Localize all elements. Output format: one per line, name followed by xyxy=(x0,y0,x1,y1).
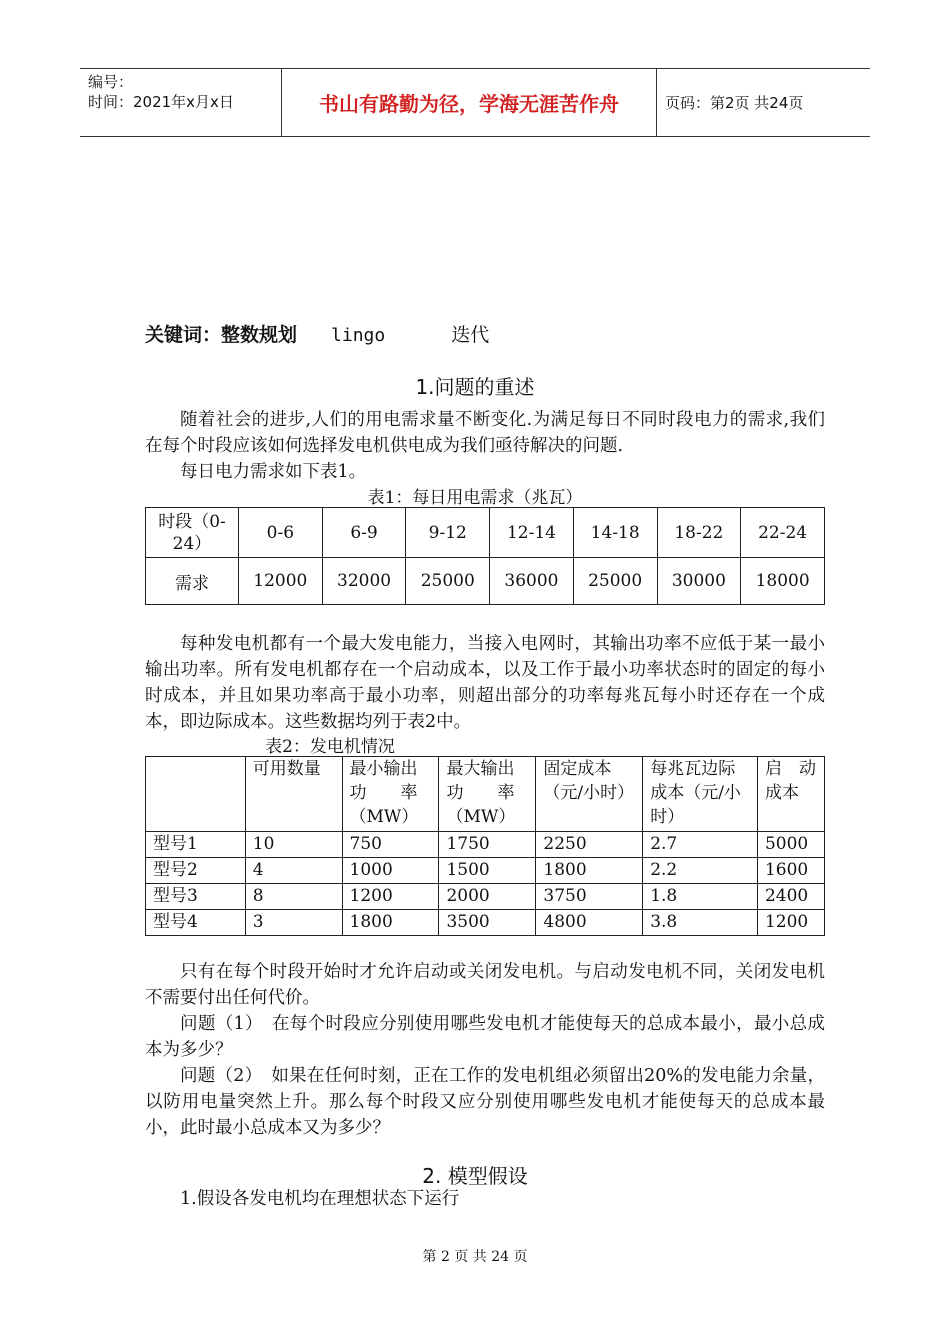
table2-cell: 4800 xyxy=(536,910,643,936)
table-row xyxy=(146,910,825,936)
table-row xyxy=(146,508,825,558)
table2-cell: 3750 xyxy=(536,884,643,910)
table2-cell: 1500 xyxy=(439,858,536,884)
table2-header-cell xyxy=(146,757,246,832)
section1-paragraph-4: 只有在每个时段开始时才允许启动或关闭发电机。与启动发电机不同，关闭发电机不需要付出任何代价。 xyxy=(145,962,825,1008)
table1-period: 0-6 xyxy=(239,508,323,558)
table2-cell: 1000 xyxy=(342,858,439,884)
table2-cell: 2250 xyxy=(536,832,643,858)
section2-title: 2. 模型假设 xyxy=(422,1164,528,1188)
header-page-info: 页码：第2页 共24页 xyxy=(665,94,804,112)
generator-table xyxy=(145,756,825,936)
table1-demand-value: 25000 xyxy=(406,558,490,605)
table2-cell: 1750 xyxy=(439,832,536,858)
table2-header-cell: 最小输出功 率（MW） xyxy=(342,757,439,832)
table2-cell: 750 xyxy=(342,832,439,858)
table2-cell: 1.8 xyxy=(643,884,758,910)
table2-cell: 2.2 xyxy=(643,858,758,884)
table1-period: 9-12 xyxy=(406,508,490,558)
table2-cell: 1200 xyxy=(342,884,439,910)
table1-demand-value: 32000 xyxy=(322,558,406,605)
table1-demand-value: 25000 xyxy=(573,558,657,605)
table2-cell: 2000 xyxy=(439,884,536,910)
table1-demand-value: 12000 xyxy=(239,558,323,605)
table2-cell: 1600 xyxy=(757,858,824,884)
table2-cell: 1200 xyxy=(757,910,824,936)
table1-period: 22-24 xyxy=(741,508,825,558)
section1-paragraph-3: 每种发电机都有一个最大发电能力，当接入电网时，其输出功率不应低于某一最小输出功率。所有发电机都存在一个启动成本，以及工作于最小功率状态时的固定的每小时成本，并且如果功率高于最小功率，则超出部分的功率每兆瓦每小时还存在一个成本，即边际成本。这些数据均列于表2中。 xyxy=(145,634,825,732)
header-divider-left xyxy=(281,68,282,136)
section1-paragraph-2: 每日电力需求如下表1。 xyxy=(180,462,367,482)
keywords-label: 关键词： xyxy=(145,324,222,346)
section1-paragraph-1: 随着社会的进步,人们的用电需求量不断变化.为满足每日不同时段电力的需求,我们在每个时段应该如何选择发电机供电成为我们亟待解决的问题. xyxy=(145,410,825,456)
header-meta xyxy=(88,72,234,112)
section1-title: 1.问题的重述 xyxy=(415,375,535,399)
header-time: 时间：2021年x月x日 xyxy=(88,93,234,111)
table-row xyxy=(146,832,825,858)
table2-caption: 表2：发电机情况 xyxy=(265,737,395,757)
header-top-rule xyxy=(80,68,870,69)
table2-cell: 8 xyxy=(245,884,342,910)
table2-cell: 型号1 xyxy=(146,832,246,858)
table2-cell: 1800 xyxy=(342,910,439,936)
header-bottom-rule xyxy=(80,136,870,137)
keyword-3: 迭代 xyxy=(451,324,490,346)
table2-cell: 3.8 xyxy=(643,910,758,936)
table2-header-cell: 每兆瓦边际成本（元/小时） xyxy=(643,757,758,832)
keyword-1: 整数规划 xyxy=(221,324,298,346)
keyword-2: lingo xyxy=(331,325,386,346)
table1-caption: 表1：每日用电需求（兆瓦） xyxy=(367,488,583,508)
demand-table xyxy=(145,507,825,605)
table1-demand-value: 30000 xyxy=(657,558,741,605)
table1-demand-header: 需求 xyxy=(146,558,239,605)
table2-cell: 3500 xyxy=(439,910,536,936)
table2-cell: 10 xyxy=(245,832,342,858)
table2-cell: 2400 xyxy=(757,884,824,910)
table1-period: 12-14 xyxy=(490,508,574,558)
table1-demand-value: 36000 xyxy=(490,558,574,605)
table1-period: 6-9 xyxy=(322,508,406,558)
header-divider-right xyxy=(656,68,657,136)
table2-cell: 2.7 xyxy=(643,832,758,858)
table2-header-cell: 最大输出功 率（MW） xyxy=(439,757,536,832)
table-row xyxy=(146,757,825,832)
table1-period: 18-22 xyxy=(657,508,741,558)
table1-demand-value: 18000 xyxy=(741,558,825,605)
table-row xyxy=(146,558,825,605)
section2-paragraph-1: 1.假设各发电机均在理想状态下运行 xyxy=(180,1189,460,1209)
table2-cell: 1800 xyxy=(536,858,643,884)
table-row xyxy=(146,858,825,884)
keywords-line xyxy=(145,320,489,347)
header-motto: 书山有路勤为径，学海无涯苦作舟 xyxy=(319,92,619,116)
table1-period: 14-18 xyxy=(573,508,657,558)
table2-cell: 型号4 xyxy=(146,910,246,936)
table2-cell: 5000 xyxy=(757,832,824,858)
table2-header-cell: 启 动成本 xyxy=(757,757,824,832)
table2-cell: 4 xyxy=(245,858,342,884)
table-row xyxy=(146,884,825,910)
question-1: 问题（1） 在每个时段应分别使用哪些发电机才能使每天的总成本最小，最小总成本为多少？ xyxy=(145,1014,825,1060)
table2-header-cell: 固定成本（元/小时） xyxy=(536,757,643,832)
question-2: 问题（2） 如果在任何时刻，正在工作的发电机组必须留出20%的发电能力余量，以防用电量突然上升。那么每个时段又应分别使用哪些发电机才能使每天的总成本最小，此时最小总成本又为多少？ xyxy=(145,1066,825,1138)
table2-header-cell: 可用数量 xyxy=(245,757,342,832)
table2-cell: 型号3 xyxy=(146,884,246,910)
table2-cell: 型号2 xyxy=(146,858,246,884)
header-number: 编号： xyxy=(88,73,134,91)
page-footer: 第 2 页 共 24 页 xyxy=(422,1249,528,1265)
table2-cell: 3 xyxy=(245,910,342,936)
table1-time-header: 时段（0-24） xyxy=(146,508,239,558)
